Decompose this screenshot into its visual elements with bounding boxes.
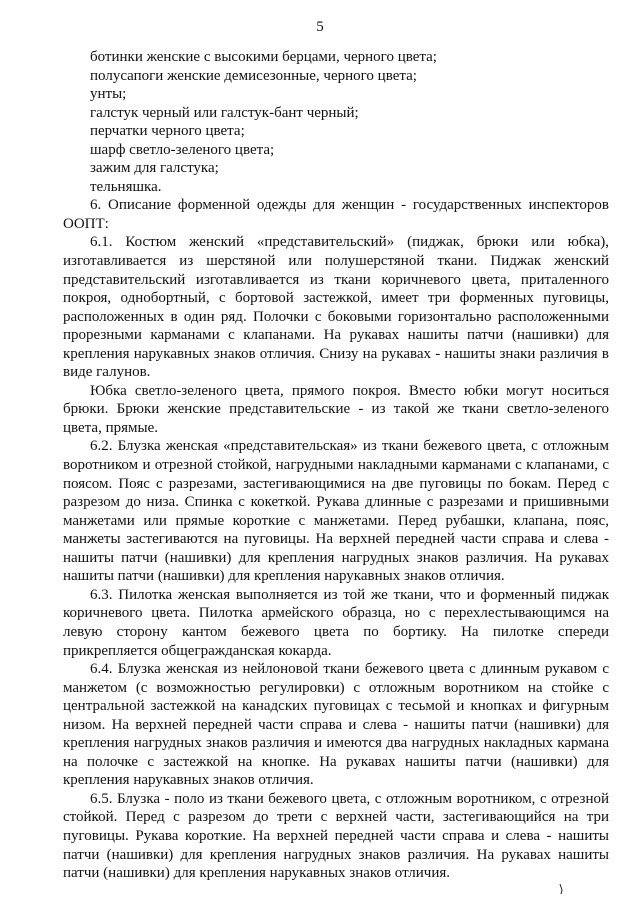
list-item: ботинки женские с высокими берцами, черного цвета; [90, 49, 437, 65]
section-6-heading: 6. Описание форменной одежды для женщин - государственных инспекторов ООПТ: [63, 197, 609, 232]
list-item: полусапоги женские демисезонные, черного цвета; [90, 67, 417, 84]
list-item: шарф светло-зеленого цвета; [90, 141, 275, 158]
list-item: галстук черный или галстук-бант черный; [90, 104, 359, 121]
list-item: перчатки черного цвета; [90, 123, 245, 140]
list-item: унты; [90, 86, 127, 103]
paragraph-6-4: 6.4. Блузка женская из нейлоновой ткани бежевого цвета с длинным рукавом с манжетом (с возможностью регулировки) с отложным воротником на стойке с центральной застежкой на канадских пуговицах с тесьмой и кнопках и фигурным низом. На верхней передней части справа и слева - нашиты патчи (нашивки) для крепления нагрудных знаков различия и имеются два нагрудных накладных кармана на полочке с застежкой на кнопке. На рукавах нашиты патчи (нашивки) для крепления нарукавных знаков отличия. [63, 661, 609, 789]
document-body [63, 48, 609, 883]
paragraph-6-5: 6.5. Блузка - поло из ткани бежевого цвета, с отложным воротником, с отрезной стойкой. Перед с разрезом до трети с верхней части, застегивающийся на три пуговицы. Рукава короткие. На верхней передней части справа и слева - нашиты патчи (нашивки) для крепления нагрудных знаков различия. На рукавах нашиты патчи (нашивки) для крепления нарукавных знаков отличия. [63, 790, 609, 882]
paragraph-6-3: 6.3. Пилотка женская выполняется из той же ткани, что и форменный пиджак коричневого цвета. Пилотка армейского образца, но с перехлестывающимся на левую сторону кантом бежевого цвета по бортику. На пилотке спереди прикрепляется общегражданская кокарда. [63, 586, 609, 659]
paragraph-6-1: 6.1. Костюм женский «представительский» (пиджак, брюки или юбка), изготавливается из шерстяной или полушерстяной ткани. Пиджак женский представительский изготавливается из ткани коричневого цвета, приталенного покроя, однобортный, с бортовой застежкой, имеет три форменных пуговицы, расположенных в один ряд. Полочки с боковыми горизонтально расположенными прорезными карманами с клапанами. На рукавах нашиты патчи (нашивки) для крепления нарукавных знаков отличия. Снизу на рукавах - нашиты знаки различия в виде галунов. [63, 234, 609, 381]
scan-mark [559, 883, 565, 895]
list-item: зажим для галстука; [90, 160, 219, 177]
list-item: тельняшка. [90, 178, 162, 195]
page-number: 5 [316, 19, 324, 35]
paragraph-6-2: 6.2. Блузка женская «представительская» из ткани бежевого цвета, с отложным воротником и отрезной стойкой, нагрудными накладными карманами с клапанами, с поясом. Пояс с разрезами, застегивающимися на две пуговицы по бокам. Перед с разрезом до низа. Спинка с кокеткой. Рукава длинные с разрезами и пришивными манжетами или прямые короткие с манжетами. Перед рубашки, клапана, пояс, манжеты застегиваются на пуговицы. На верхней передней части справа и слева - нашиты патчи (нашивки) для крепления нагрудных знаков различия. На рукавах нашиты патчи (нашивки) для крепления нарукавных знаков отличия. [63, 438, 609, 585]
paragraph-skirt: Юбка светло-зеленого цвета, прямого покроя. Вместо юбки могут носиться брюки. Брюки женские представительские - из такой же ткани светло-зеленого цвета, прямые. [63, 382, 609, 436]
